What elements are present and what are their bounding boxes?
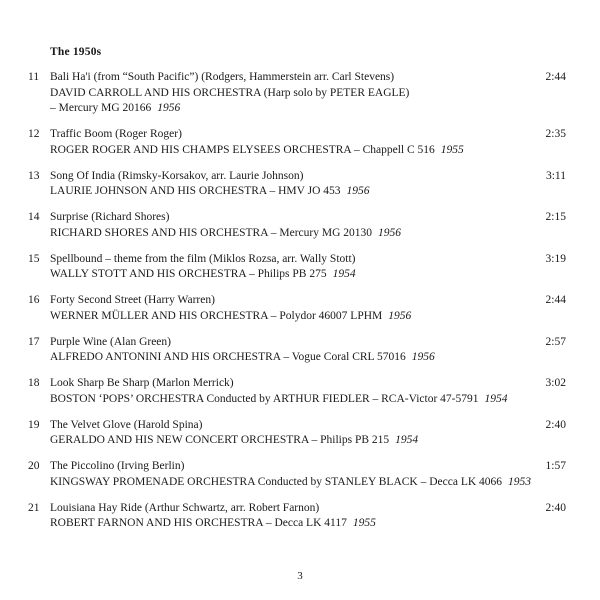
track-title: Look Sharp Be Sharp (Marlon Merrick): [50, 377, 234, 389]
track-number: 11: [28, 71, 40, 83]
track-row: [28, 335, 566, 366]
track-number: 20: [28, 460, 40, 472]
track-row: [28, 418, 566, 449]
track-duration: 2:44: [545, 294, 566, 306]
track-title: Louisiana Hay Ride (Arthur Schwartz, arr. Robert Farnon): [50, 501, 320, 514]
track-title: The Velvet Glove (Harold Spina): [50, 418, 203, 431]
track-performer: ROBERT FARNON AND HIS ORCHESTRA – Decca LK 4117: [50, 517, 347, 529]
track-title: Traffic Boom (Roger Roger): [50, 128, 182, 140]
track-performer: BOSTON ‘POPS’ ORCHESTRA Conducted by ARTHUR FIEDLER – RCA-Victor 47-5791: [50, 392, 479, 405]
track-row: [28, 210, 566, 241]
track-listing: [28, 70, 566, 532]
track-year: 1956: [388, 309, 412, 322]
track-performer: LAURIE JOHNSON AND HIS ORCHESTRA – HMV JO 453: [50, 185, 341, 197]
track-year: 1955: [440, 143, 464, 156]
track-title: Song Of India (Rimsky-Korsakov, arr. Laurie Johnson): [50, 169, 304, 182]
track-row: [28, 127, 566, 158]
track-duration: 2:40: [545, 501, 566, 514]
track-number: 12: [28, 128, 40, 140]
track-year: 1956: [346, 185, 370, 197]
track-performer: GERALDO AND HIS NEW CONCERT ORCHESTRA – Philips PB 215: [50, 434, 390, 446]
track-details: [50, 293, 522, 324]
track-year: 1954: [332, 268, 356, 280]
track-label: – Mercury MG 20166: [50, 102, 152, 114]
track-year: 1954: [395, 434, 419, 446]
track-title: Bali Ha'i (from “South Pacific”) (Rodgers, Hammerstein arr. Carl Stevens): [50, 71, 395, 83]
track-number: 18: [28, 377, 40, 389]
track-number: 17: [28, 335, 40, 348]
track-details: [50, 169, 522, 200]
track-year: 1953: [508, 475, 532, 488]
track-year: 1954: [484, 392, 508, 405]
track-duration: 3:02: [545, 377, 566, 389]
track-row: [28, 501, 566, 532]
track-duration: 2:40: [545, 418, 566, 431]
track-number: 14: [28, 211, 40, 223]
track-duration: 3:19: [545, 252, 566, 265]
track-title: Spellbound – theme from the film (Miklos Rozsa, arr. Wally Stott): [50, 252, 356, 265]
track-performer: ROGER ROGER AND HIS CHAMPS ELYSEES ORCHESTRA – Chappell C 516: [50, 143, 435, 156]
track-details: [50, 210, 522, 241]
track-performer: KINGSWAY PROMENADE ORCHESTRA Conducted by STANLEY BLACK – Decca LK 4066: [50, 475, 503, 488]
track-performer: ALFREDO ANTONINI AND HIS ORCHESTRA – Vogue Coral CRL 57016: [50, 351, 406, 363]
track-duration: 2:44: [545, 71, 566, 83]
track-details: [50, 501, 522, 532]
track-number: 19: [28, 418, 40, 431]
track-title: The Piccolino (Irving Berlin): [50, 460, 185, 472]
track-row: [28, 70, 566, 117]
track-duration: 2:57: [545, 335, 566, 348]
track-year: 1956: [157, 102, 181, 114]
track-number: 21: [28, 501, 40, 514]
track-performer: WALLY STOTT AND HIS ORCHESTRA – Philips PB 275: [50, 268, 327, 280]
track-duration: 2:35: [545, 128, 566, 140]
page-number: 3: [297, 570, 303, 582]
track-title: Purple Wine (Alan Green): [50, 335, 171, 348]
track-row: [28, 293, 566, 324]
track-row: [28, 169, 566, 200]
track-details: [50, 376, 522, 407]
track-details: [50, 70, 522, 117]
track-details: [50, 252, 522, 283]
track-year: 1955: [352, 517, 376, 529]
track-year: 1956: [411, 351, 435, 363]
track-title: Surprise (Richard Shores): [50, 211, 170, 223]
track-duration: 2:15: [545, 211, 566, 223]
track-row: [28, 252, 566, 283]
track-details: [50, 127, 522, 158]
track-year: 1956: [378, 226, 402, 239]
track-duration: 3:11: [545, 169, 566, 182]
track-duration: 1:57: [545, 460, 566, 472]
track-performer: WERNER MÜLLER AND HIS ORCHESTRA – Polydor 46007 LPHM: [50, 309, 383, 322]
track-performer: DAVID CARROLL AND HIS ORCHESTRA (Harp solo by PETER EAGLE): [50, 86, 410, 99]
track-row: [28, 459, 566, 490]
track-title: Forty Second Street (Harry Warren): [50, 294, 215, 306]
track-number: 13: [28, 169, 40, 182]
track-number: 16: [28, 294, 40, 306]
track-row: [28, 376, 566, 407]
track-number: 15: [28, 252, 40, 265]
track-details: [50, 335, 522, 366]
track-details: [50, 418, 522, 449]
track-performer: RICHARD SHORES AND HIS ORCHESTRA – Mercury MG 20130: [50, 226, 373, 239]
track-details: [50, 459, 532, 490]
section-heading: The 1950s: [50, 46, 102, 58]
